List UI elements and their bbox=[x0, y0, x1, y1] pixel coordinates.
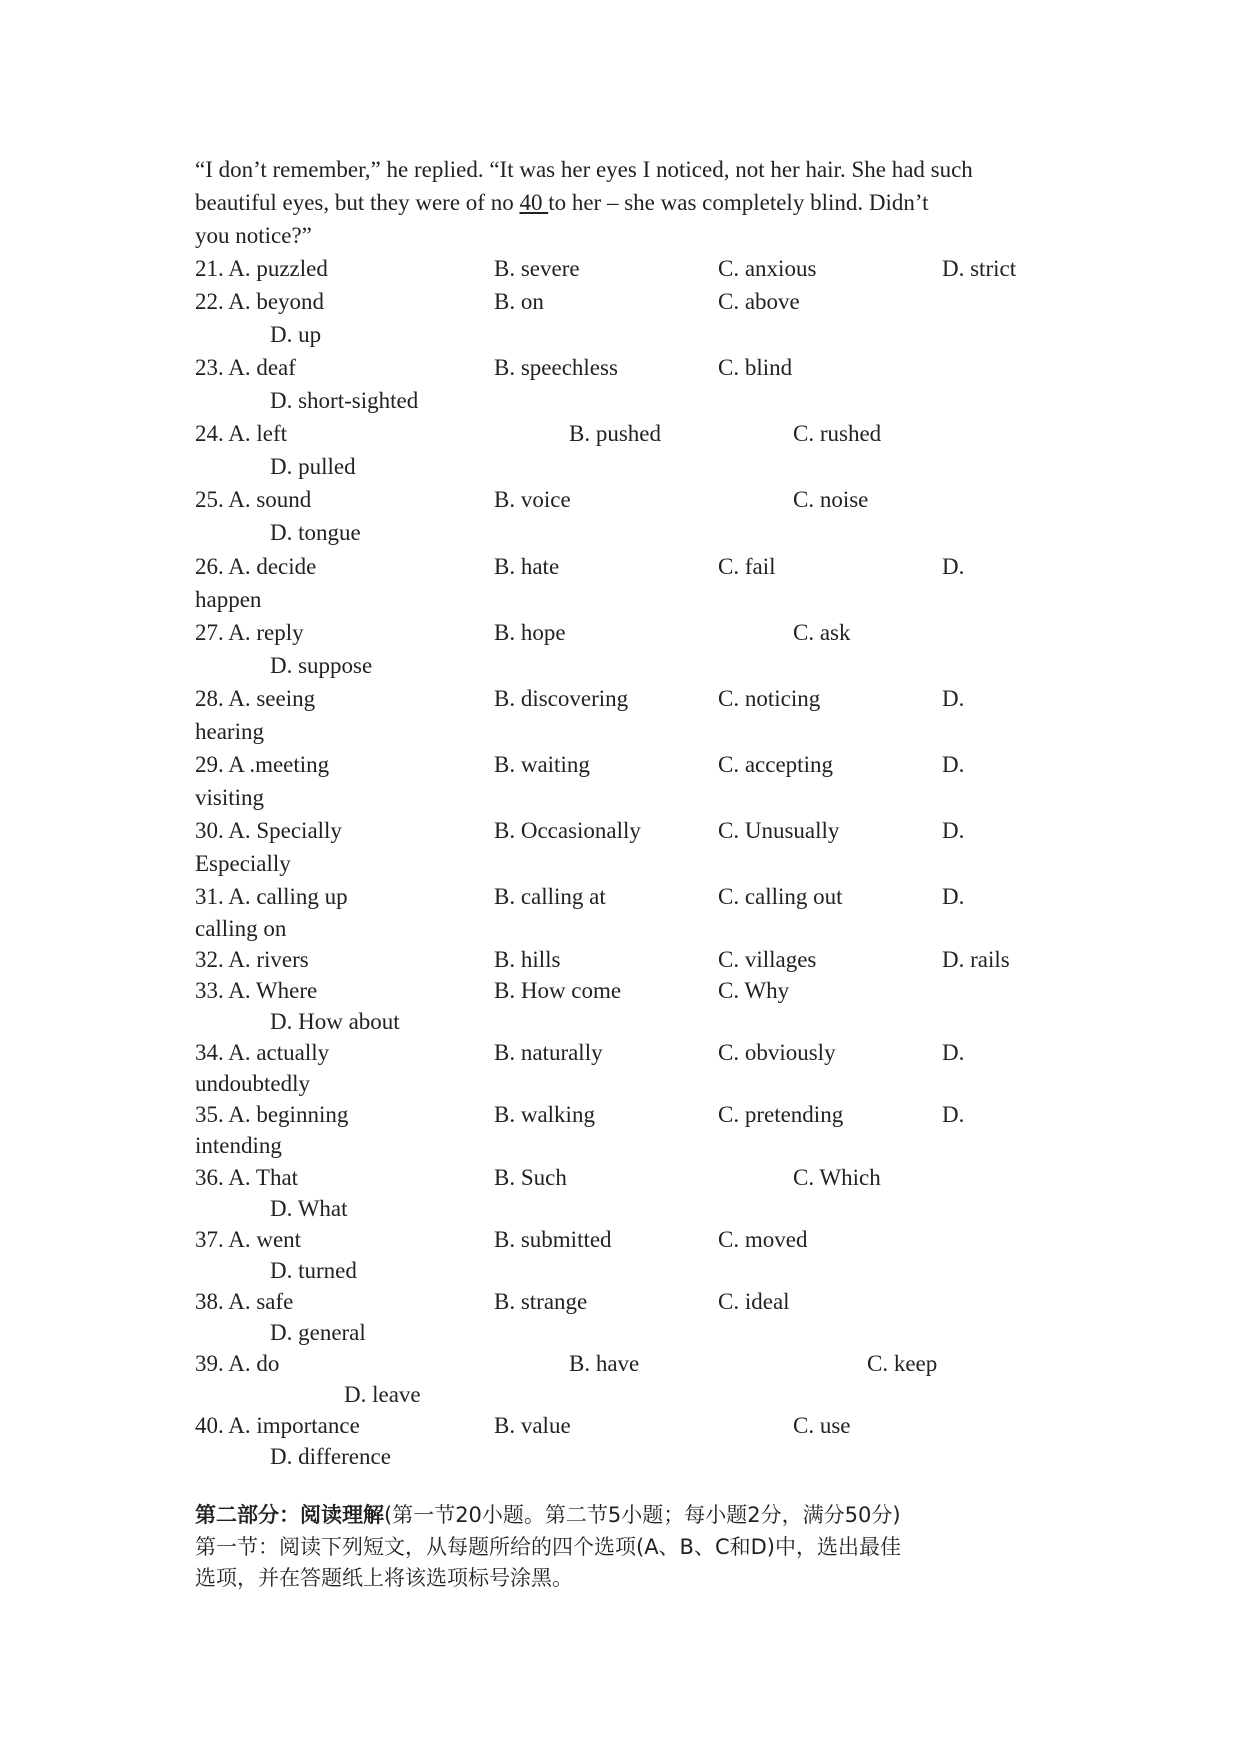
option-c: C. ideal bbox=[718, 1289, 790, 1314]
option-c: C. villages bbox=[718, 947, 817, 972]
option-a: 22. A. beyond bbox=[195, 289, 325, 314]
option-d: D. bbox=[942, 884, 965, 909]
option-c: C. use bbox=[793, 1413, 851, 1438]
option-b: B. pushed bbox=[569, 421, 661, 446]
option-c: C. anxious bbox=[718, 256, 817, 281]
option-d: D. How about bbox=[270, 1009, 400, 1034]
option-b: B. How come bbox=[494, 978, 622, 1003]
option-d-wrap: hearing bbox=[195, 719, 264, 744]
option-d: D. bbox=[942, 554, 965, 579]
option-b: B. severe bbox=[494, 256, 580, 281]
section-instruction: 选项，并在答题纸上将该选项标号涂黑。 bbox=[195, 1566, 573, 1590]
option-d: D. leave bbox=[344, 1382, 421, 1407]
option-b: B. discovering bbox=[494, 686, 629, 711]
option-d-wrap: intending bbox=[195, 1133, 282, 1158]
option-b: B. value bbox=[494, 1413, 571, 1438]
option-a: 37. A. went bbox=[195, 1227, 302, 1252]
option-c: C. Why bbox=[718, 978, 790, 1003]
option-a: 28. A. seeing bbox=[195, 686, 316, 711]
option-c: C. Which bbox=[793, 1165, 881, 1190]
option-c: C. noise bbox=[793, 487, 869, 512]
option-d: D. bbox=[942, 1040, 965, 1065]
option-a: 39. A. do bbox=[195, 1351, 280, 1376]
option-a: 23. A. deaf bbox=[195, 355, 296, 380]
option-c: C. blind bbox=[718, 355, 793, 380]
option-d-wrap: happen bbox=[195, 587, 262, 612]
passage-text: beautiful eyes, but they were of no bbox=[195, 190, 520, 215]
option-b: B. hate bbox=[494, 554, 560, 579]
section-instruction: 第一节：阅读下列短文，从每题所给的四个选项(A、B、C和D)中，选出最佳 bbox=[195, 1535, 901, 1559]
option-c: C. calling out bbox=[718, 884, 843, 909]
option-a: 34. A. actually bbox=[195, 1040, 330, 1065]
option-b: B. speechless bbox=[494, 355, 618, 380]
option-c: C. noticing bbox=[718, 686, 821, 711]
option-a: 29. A .meeting bbox=[195, 752, 330, 777]
option-c: C. accepting bbox=[718, 752, 833, 777]
option-a: 32. A. rivers bbox=[195, 947, 309, 972]
option-a: 31. A. calling up bbox=[195, 884, 348, 909]
blank-40: 40 bbox=[519, 190, 549, 215]
option-d: D. short-sighted bbox=[270, 388, 419, 413]
option-b: B. waiting bbox=[494, 752, 590, 777]
passage-line: you notice?” bbox=[195, 223, 312, 248]
section-title: 第二部分：阅读理解 bbox=[195, 1503, 384, 1527]
option-c: C. above bbox=[718, 289, 800, 314]
option-a: 21. A. puzzled bbox=[195, 256, 328, 281]
option-d-wrap: calling on bbox=[195, 916, 287, 941]
option-b: B. voice bbox=[494, 487, 571, 512]
option-d: D. general bbox=[270, 1320, 366, 1345]
option-d: D. What bbox=[270, 1196, 348, 1221]
option-d: D. bbox=[942, 818, 965, 843]
option-a: 33. A. Where bbox=[195, 978, 318, 1003]
option-b: B. strange bbox=[494, 1289, 588, 1314]
option-c: C. ask bbox=[793, 620, 851, 645]
option-a: 25. A. sound bbox=[195, 487, 312, 512]
option-c: C. Unusually bbox=[718, 818, 840, 843]
option-b: B. on bbox=[494, 289, 544, 314]
option-b: B. hope bbox=[494, 620, 566, 645]
option-d: D. bbox=[942, 686, 965, 711]
option-d: D. rails bbox=[942, 947, 1010, 972]
option-b: B. submitted bbox=[494, 1227, 612, 1252]
option-d-wrap: undoubtedly bbox=[195, 1071, 310, 1096]
option-c: C. moved bbox=[718, 1227, 808, 1252]
section-heading bbox=[195, 1505, 901, 1526]
option-d: D. suppose bbox=[270, 653, 373, 678]
option-a: 26. A. decide bbox=[195, 554, 317, 579]
passage-line bbox=[195, 191, 929, 214]
passage-text: to her – she was completely blind. Didn’t bbox=[548, 190, 929, 215]
option-a: 27. A. reply bbox=[195, 620, 304, 645]
option-b: B. calling at bbox=[494, 884, 606, 909]
option-b: B. Such bbox=[494, 1165, 567, 1190]
option-c: C. fail bbox=[718, 554, 776, 579]
option-c: C. obviously bbox=[718, 1040, 836, 1065]
section-scoring: (第一节20小题。第二节5小题；每小题2分，满分50分) bbox=[384, 1503, 901, 1527]
option-a: 24. A. left bbox=[195, 421, 287, 446]
option-d: D. bbox=[942, 752, 965, 777]
option-d-wrap: Especially bbox=[195, 851, 291, 876]
option-d: D. tongue bbox=[270, 520, 361, 545]
option-a: 30. A. Specially bbox=[195, 818, 342, 843]
option-d: D. turned bbox=[270, 1258, 357, 1283]
option-a: 35. A. beginning bbox=[195, 1102, 349, 1127]
option-b: B. walking bbox=[494, 1102, 595, 1127]
option-b: B. Occasionally bbox=[494, 818, 641, 843]
option-b: B. hills bbox=[494, 947, 561, 972]
option-c: C. rushed bbox=[793, 421, 882, 446]
option-c: C. pretending bbox=[718, 1102, 844, 1127]
option-d-wrap: visiting bbox=[195, 785, 265, 810]
option-d: D. bbox=[942, 1102, 965, 1127]
option-a: 38. A. safe bbox=[195, 1289, 294, 1314]
option-d: D. difference bbox=[270, 1444, 391, 1469]
option-d: D. pulled bbox=[270, 454, 356, 479]
option-a: 40. A. importance bbox=[195, 1413, 360, 1438]
passage-line: “I don’t remember,” he replied. “It was her eyes I noticed, not her hair. She had such bbox=[195, 157, 973, 182]
option-b: B. naturally bbox=[494, 1040, 603, 1065]
option-b: B. have bbox=[569, 1351, 640, 1376]
option-a: 36. A. That bbox=[195, 1165, 299, 1190]
option-d: D. strict bbox=[942, 256, 1017, 281]
option-d: D. up bbox=[270, 322, 322, 347]
option-c: C. keep bbox=[867, 1351, 938, 1376]
